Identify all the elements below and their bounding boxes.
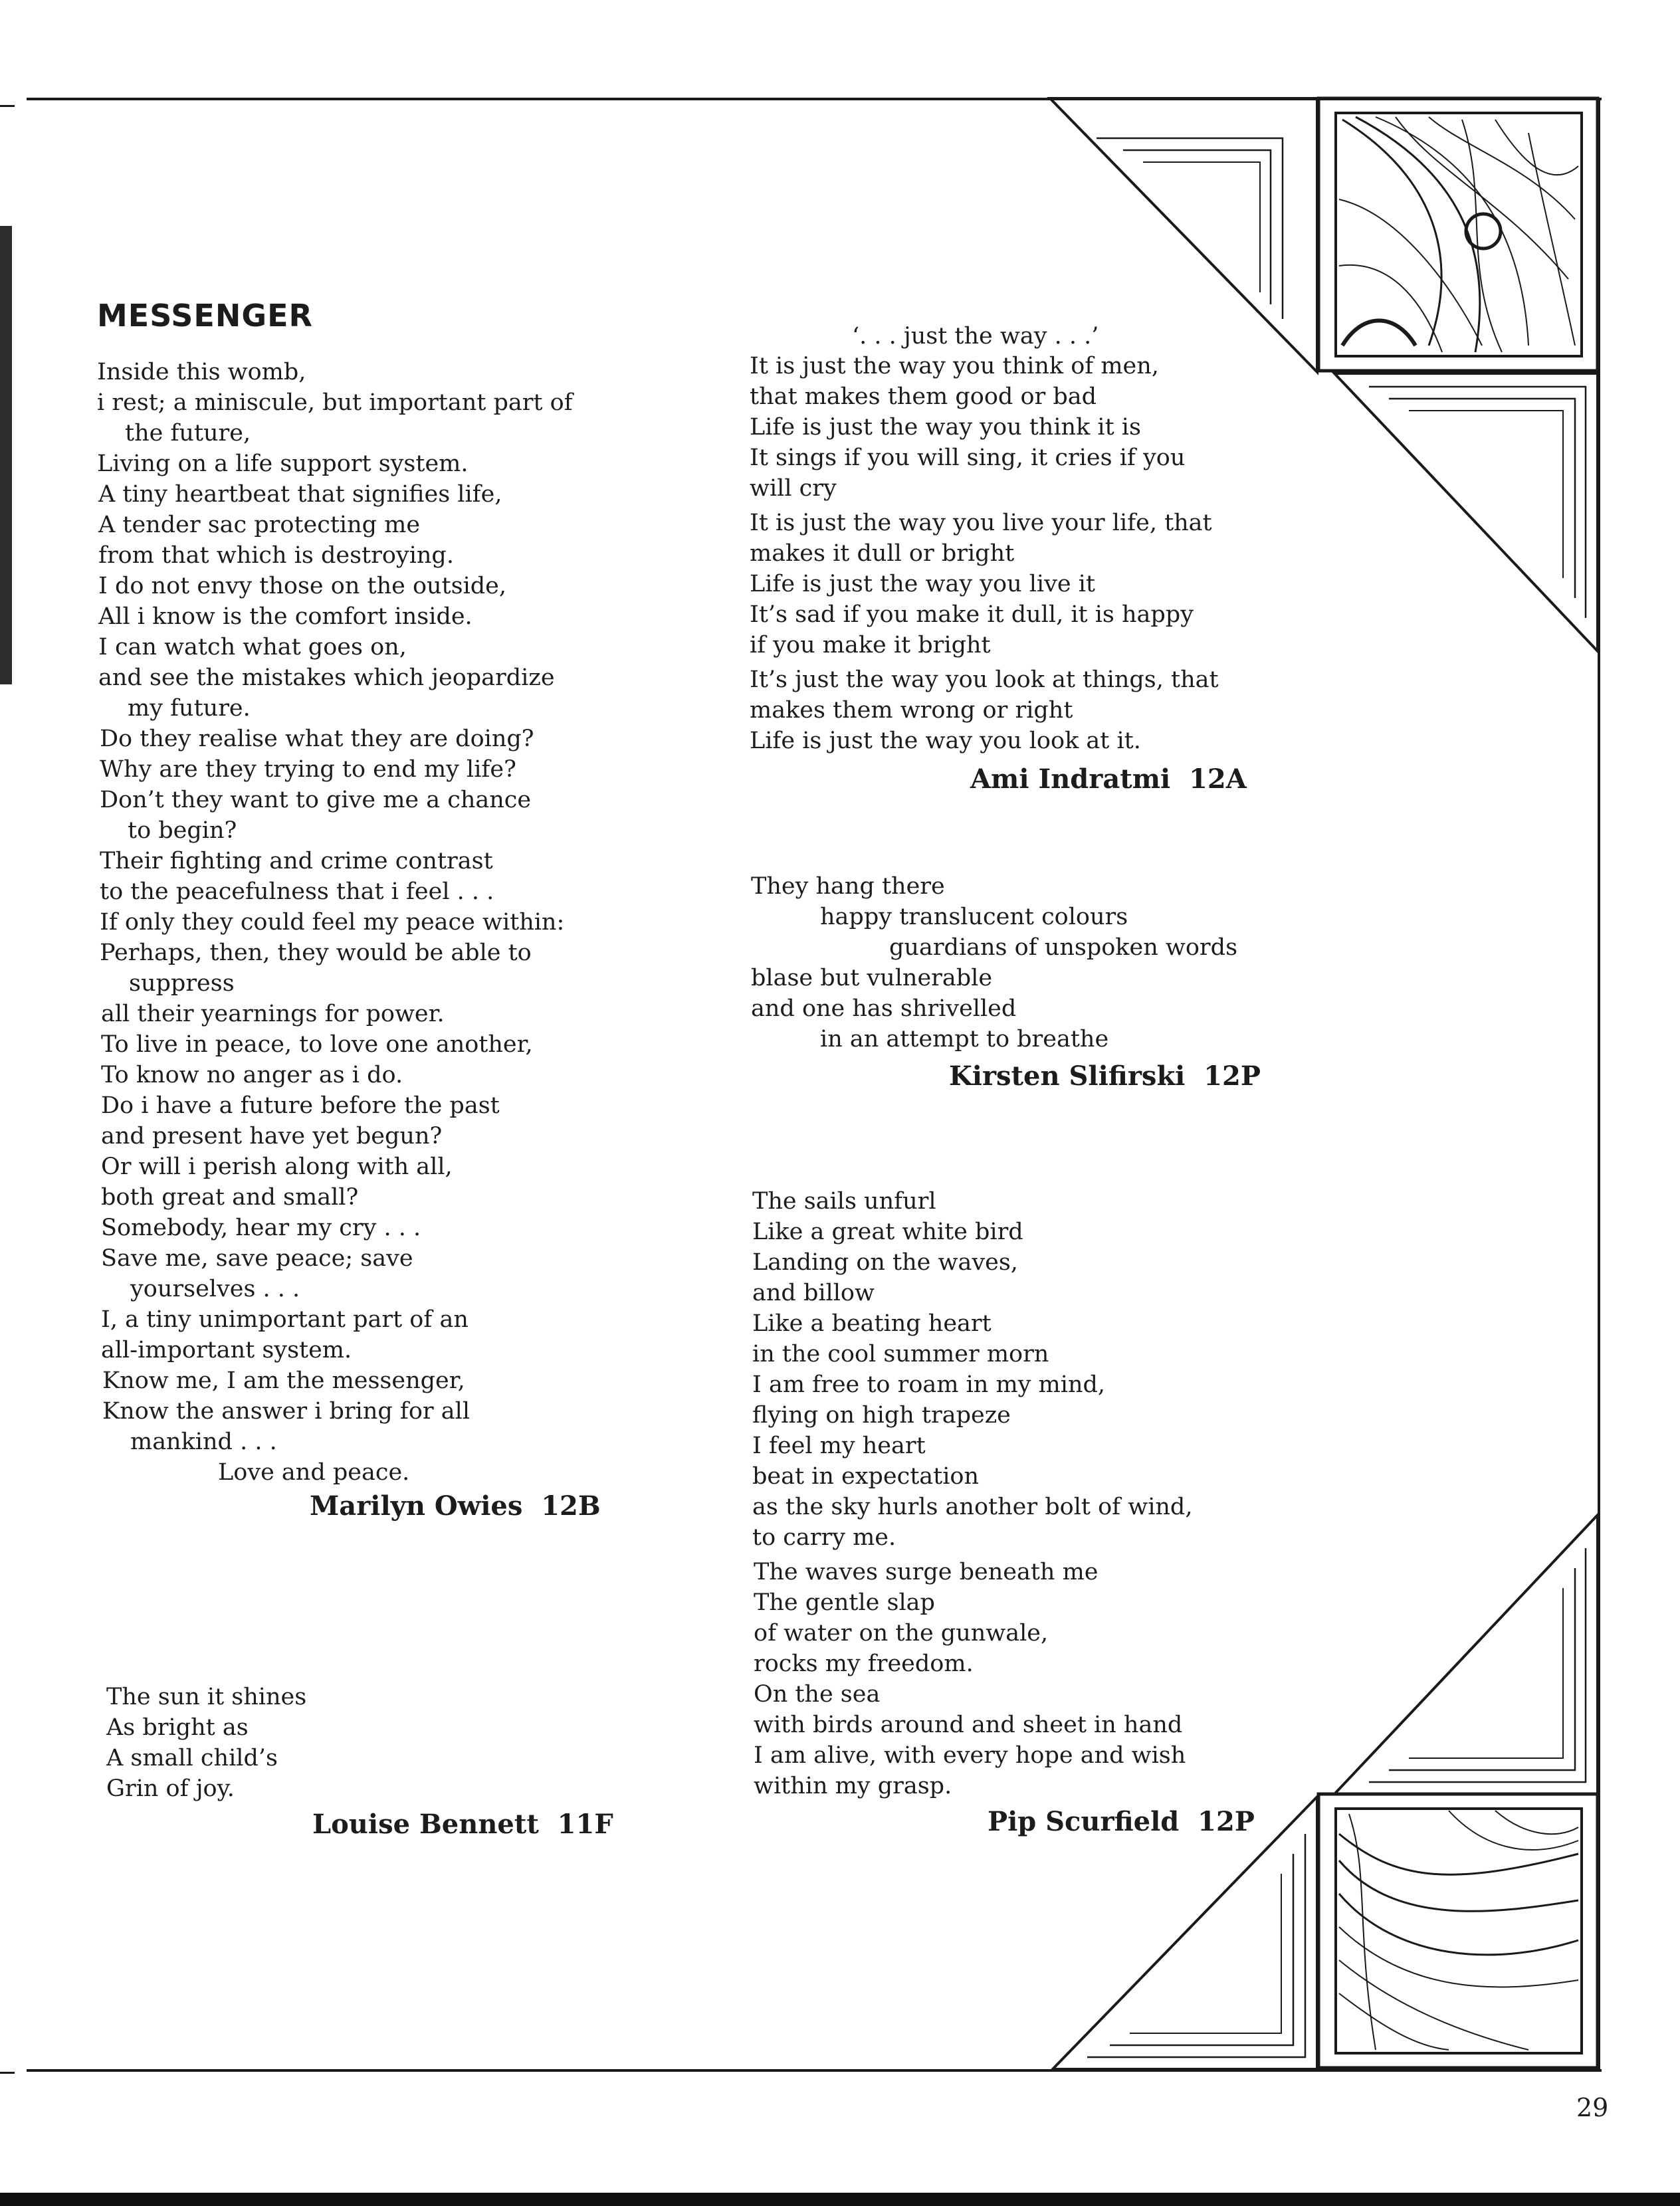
sails-author: Pip Scurfield 12P — [988, 1806, 1255, 1837]
poem-line: my future. — [128, 695, 251, 722]
poem-line: that makes them good or bad — [750, 383, 1097, 410]
poem-line: Or will i perish along with all, — [101, 1153, 453, 1180]
hang-author: Kirsten Slifirski 12P — [949, 1060, 1261, 1092]
poem-line: Living on a life support system. — [97, 451, 469, 477]
poem-line: Like a great white bird — [752, 1219, 1023, 1245]
poem-line: and present have yet begun? — [101, 1123, 443, 1150]
poem-line: Life is just the way you think it is — [750, 414, 1141, 441]
poem-line: I am free to roam in my mind, — [752, 1371, 1106, 1398]
way-title: ‘. . . just the way . . .’ — [852, 323, 1099, 350]
poem-line: to the peacefulness that i feel . . . — [100, 878, 494, 905]
poem-line: I do not envy those on the outside, — [98, 573, 507, 599]
poem-line: The sails unfurl — [752, 1188, 936, 1215]
poem-line: flying on high trapeze — [752, 1402, 1011, 1429]
poem-line: as the sky hurls another bolt of wind, — [752, 1494, 1193, 1520]
poem-line: Save me, save peace; save — [101, 1245, 413, 1272]
poem-line: Love and peace. — [218, 1459, 410, 1486]
poem-line: both great and small? — [101, 1184, 359, 1211]
poem-line: guardians of unspoken words — [889, 934, 1238, 961]
poem-line: It is just the way you think of men, — [750, 353, 1159, 379]
poem-line: Do i have a future before the past — [101, 1092, 500, 1119]
poem-line: yourselves . . . — [130, 1276, 300, 1302]
poem-line: will cry — [750, 475, 837, 502]
poem-line: with birds around and sheet in hand — [754, 1712, 1183, 1738]
poem-line: To live in peace, to love one another, — [101, 1031, 533, 1058]
poem-line: from that which is destroying. — [98, 542, 454, 569]
poem-line: Life is just the way you live it — [750, 571, 1095, 597]
poem-line: If only they could feel my peace within: — [100, 909, 565, 936]
poem-line: They hang there — [751, 873, 945, 900]
poem-line: the future, — [125, 420, 251, 447]
poem-line: I am alive, with every hope and wish — [754, 1742, 1186, 1769]
sun-author: Louise Bennett 11F — [312, 1809, 613, 1840]
poem-line: to begin? — [128, 817, 237, 844]
poem-line: in the cool summer morn — [752, 1341, 1049, 1367]
poem-line: i rest; a miniscule, but important part of — [97, 389, 573, 416]
poem-line: Know the answer i bring for all — [102, 1398, 471, 1425]
poem-line: in an attempt to breathe — [820, 1026, 1109, 1053]
poem-line: of water on the gunwale, — [754, 1620, 1049, 1647]
poem-line: Like a beating heart — [752, 1310, 992, 1337]
poem-line: Inside this womb, — [97, 359, 306, 385]
poem-line: Perhaps, then, they would be able to — [100, 940, 532, 966]
poem-line: if you make it bright — [750, 632, 991, 658]
poem-line: It’s sad if you make it dull, it is happy — [750, 601, 1194, 628]
poem-line: To know no anger as i do. — [101, 1062, 403, 1088]
poem-line: The sun it shines — [106, 1684, 307, 1710]
poem-line: Know me, I am the messenger, — [102, 1367, 465, 1394]
messenger-title: MESSENGER — [97, 298, 313, 334]
poem-line: happy translucent colours — [820, 904, 1128, 930]
poem-line: Don’t they want to give me a chance — [100, 787, 532, 813]
poem-line: It sings if you will sing, it cries if you — [750, 445, 1186, 471]
poem-line: It’s just the way you look at things, that — [750, 666, 1219, 693]
poem-line: within my grasp. — [754, 1773, 952, 1799]
poem-line: A small child’s — [106, 1745, 278, 1771]
poem-line: and see the mistakes which jeopardize — [98, 664, 555, 691]
messenger-author: Marilyn Owies 12B — [310, 1490, 601, 1522]
poem-line: and billow — [752, 1280, 875, 1306]
poem-line: Their fighting and crime contrast — [100, 848, 493, 874]
poem-line: and one has shrivelled — [751, 995, 1017, 1022]
poem-line: As bright as — [106, 1714, 249, 1741]
way-author: Ami Indratmi 12A — [970, 763, 1247, 795]
poem-line: beat in expectation — [752, 1463, 980, 1490]
poem-line: A tiny heartbeat that signifies life, — [98, 481, 502, 508]
poem-line: suppress — [129, 970, 235, 997]
poem-line: makes them wrong or right — [750, 697, 1073, 724]
poem-line: Life is just the way you look at it. — [750, 728, 1141, 754]
poem-line: rocks my freedom. — [754, 1651, 974, 1677]
poem-line: to carry me. — [752, 1524, 896, 1551]
poem-line: Why are they trying to end my life? — [100, 756, 516, 783]
poem-line: Landing on the waves, — [752, 1249, 1018, 1276]
poem-line: All i know is the comfort inside. — [98, 603, 472, 630]
poem-line: all-important system. — [101, 1337, 352, 1363]
poem-line: I, a tiny unimportant part of an — [101, 1306, 469, 1333]
page-number: 29 — [1576, 2093, 1609, 2122]
poem-line: I feel my heart — [752, 1433, 926, 1459]
poem-line: blase but vulnerable — [751, 965, 993, 991]
poem-line: Grin of joy. — [106, 1775, 235, 1802]
poem-line: The waves surge beneath me — [754, 1559, 1099, 1585]
poem-line: It is just the way you live your life, that — [750, 510, 1212, 536]
poem-line: mankind . . . — [130, 1429, 277, 1455]
poem-line: all their yearnings for power. — [101, 1001, 445, 1027]
poem-line: I can watch what goes on, — [98, 634, 407, 660]
poem-line: Somebody, hear my cry . . . — [101, 1215, 421, 1241]
poem-line: The gentle slap — [754, 1589, 935, 1616]
poem-line: Do they realise what they are doing? — [100, 726, 534, 752]
poem-line: makes it dull or bright — [750, 540, 1015, 567]
poem-line: A tender sac protecting me — [98, 512, 421, 538]
poem-line: On the sea — [754, 1681, 881, 1708]
